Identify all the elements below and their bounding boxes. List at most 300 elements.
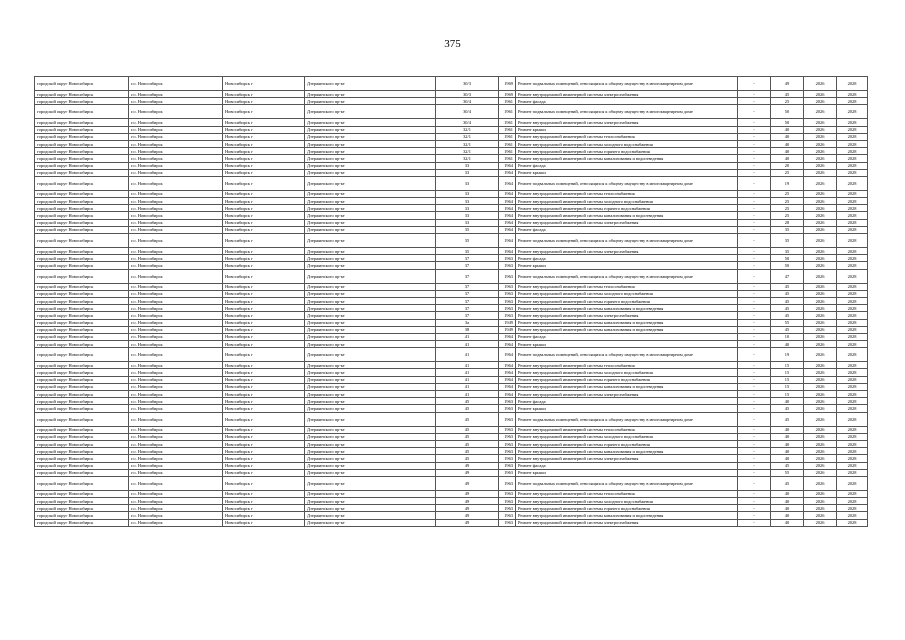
city-cell: Новосибирск г — [223, 98, 305, 105]
build-year-cell: 1963 — [499, 312, 516, 319]
district-cell: г.о. Новосибирск — [129, 148, 223, 155]
start-year-cell: 2026 — [804, 91, 837, 98]
value-cell: 40 — [771, 512, 804, 519]
build-year-cell: 1963 — [499, 433, 516, 440]
build-year-cell: 1964 — [499, 226, 516, 233]
city-cell: Новосибирск г — [223, 91, 305, 98]
table-row — [35, 433, 868, 440]
start-year-cell: 2026 — [804, 205, 837, 212]
work-type-cell: Ремонт подвальных помещений, относящихся к общему имуществу в многоквартирном доме — [516, 348, 738, 362]
district-cell: г.о. Новосибирск — [129, 326, 223, 333]
district-cell: г.о. Новосибирск — [129, 505, 223, 512]
start-year-cell: 2026 — [804, 105, 837, 119]
table-row — [35, 369, 868, 376]
house-number-cell: 33 — [436, 162, 499, 169]
work-type-cell: Ремонт внутридомовой инженерной системы холодного водоснабжения — [516, 433, 738, 440]
street-cell: Дзержинского пр-кт — [305, 462, 436, 469]
house-number-cell: 32/1 — [436, 155, 499, 162]
start-year-cell: 2026 — [804, 426, 837, 433]
end-year-cell: 2028 — [837, 248, 868, 255]
value-cell: 45 — [771, 326, 804, 333]
value-cell: 25 — [771, 190, 804, 197]
city-cell: Новосибирск г — [223, 376, 305, 383]
street-cell: Дзержинского пр-кт — [305, 362, 436, 369]
end-year-cell: 2028 — [837, 333, 868, 340]
street-cell: Дзержинского пр-кт — [305, 176, 436, 190]
dash-cell: - — [738, 105, 771, 119]
work-type-cell: Ремонт фасада — [516, 462, 738, 469]
build-year-cell: 1963 — [499, 412, 516, 426]
table-row — [35, 462, 868, 469]
municipality-cell: городской округ Новосибирск — [35, 341, 129, 348]
table-row — [35, 448, 868, 455]
value-cell: 15 — [771, 376, 804, 383]
street-cell: Дзержинского пр-кт — [305, 155, 436, 162]
value-cell: 15 — [771, 391, 804, 398]
district-cell: г.о. Новосибирск — [129, 440, 223, 447]
build-year-cell: 1963 — [499, 440, 516, 447]
work-type-cell: Ремонт внутридомовой инженерной системы теплоснабжения — [516, 490, 738, 497]
table-row — [35, 169, 868, 176]
dash-cell: - — [738, 190, 771, 197]
start-year-cell: 2026 — [804, 326, 837, 333]
municipality-cell: городской округ Новосибирск — [35, 148, 129, 155]
street-cell: Дзержинского пр-кт — [305, 505, 436, 512]
value-cell: 45 — [771, 305, 804, 312]
end-year-cell: 2028 — [837, 362, 868, 369]
house-number-cell: 37 — [436, 305, 499, 312]
work-type-cell: Ремонт внутридомовой инженерной системы холодного водоснабжения — [516, 369, 738, 376]
house-number-cell: 41 — [436, 348, 499, 362]
city-cell: Новосибирск г — [223, 455, 305, 462]
city-cell: Новосибирск г — [223, 440, 305, 447]
city-cell: Новосибирск г — [223, 226, 305, 233]
table-body — [35, 77, 868, 527]
end-year-cell: 2028 — [837, 234, 868, 248]
work-type-cell: Ремонт внутридомовой инженерной системы канализования и водоотведения — [516, 512, 738, 519]
end-year-cell: 2028 — [837, 398, 868, 405]
district-cell: г.о. Новосибирск — [129, 290, 223, 297]
end-year-cell: 2028 — [837, 212, 868, 219]
house-number-cell: 49 — [436, 490, 499, 497]
dash-cell: - — [738, 383, 771, 390]
build-year-cell: 1961 — [499, 119, 516, 126]
district-cell: г.о. Новосибирск — [129, 448, 223, 455]
build-year-cell: 1964 — [499, 376, 516, 383]
end-year-cell: 2028 — [837, 155, 868, 162]
dash-cell: - — [738, 162, 771, 169]
start-year-cell: 2026 — [804, 341, 837, 348]
end-year-cell: 2028 — [837, 297, 868, 304]
value-cell: 40 — [771, 433, 804, 440]
municipality-cell: городской округ Новосибирск — [35, 512, 129, 519]
work-type-cell: Ремонт подвальных помещений, относящихся к общему имуществу в многоквартирном доме — [516, 269, 738, 283]
build-year-cell: 1964 — [499, 219, 516, 226]
district-cell: г.о. Новосибирск — [129, 362, 223, 369]
dash-cell: - — [738, 519, 771, 526]
value-cell: 19 — [771, 176, 804, 190]
start-year-cell: 2026 — [804, 369, 837, 376]
dash-cell: - — [738, 490, 771, 497]
end-year-cell: 2028 — [837, 105, 868, 119]
district-cell: г.о. Новосибирск — [129, 319, 223, 326]
end-year-cell: 2028 — [837, 462, 868, 469]
work-type-cell: Ремонт внутридомовой инженерной системы канализования и водоотведения — [516, 155, 738, 162]
house-number-cell: 41 — [436, 333, 499, 340]
end-year-cell: 2028 — [837, 383, 868, 390]
district-cell: г.о. Новосибирск — [129, 162, 223, 169]
municipality-cell: городской округ Новосибирск — [35, 519, 129, 526]
municipality-cell: городской округ Новосибирск — [35, 490, 129, 497]
end-year-cell: 2028 — [837, 433, 868, 440]
work-type-cell: Ремонт внутридомовой инженерной системы холодного водоснабжения — [516, 498, 738, 505]
district-cell: г.о. Новосибирск — [129, 212, 223, 219]
municipality-cell: городской округ Новосибирск — [35, 269, 129, 283]
build-year-cell: 1969 — [499, 77, 516, 91]
build-year-cell: 1949 — [499, 326, 516, 333]
city-cell: Новосибирск г — [223, 469, 305, 476]
start-year-cell: 2026 — [804, 262, 837, 269]
table-row — [35, 91, 868, 98]
dash-cell: - — [738, 412, 771, 426]
start-year-cell: 2026 — [804, 98, 837, 105]
house-number-cell: 30/4 — [436, 105, 499, 119]
city-cell: Новосибирск г — [223, 133, 305, 140]
build-year-cell: 1964 — [499, 205, 516, 212]
house-number-cell: 49 — [436, 462, 499, 469]
municipality-cell: городской округ Новосибирск — [35, 505, 129, 512]
city-cell: Новосибирск г — [223, 319, 305, 326]
end-year-cell: 2028 — [837, 426, 868, 433]
city-cell: Новосибирск г — [223, 77, 305, 91]
value-cell: 15 — [771, 383, 804, 390]
build-year-cell: 1963 — [499, 405, 516, 412]
work-type-cell: Ремонт внутридомовой инженерной системы канализования и водоотведения — [516, 383, 738, 390]
value-cell: 40 — [771, 133, 804, 140]
city-cell: Новосибирск г — [223, 155, 305, 162]
house-number-cell: 49 — [436, 476, 499, 490]
build-year-cell: 1963 — [499, 498, 516, 505]
house-number-cell: 30/3 — [436, 91, 499, 98]
end-year-cell: 2028 — [837, 376, 868, 383]
municipality-cell: городской округ Новосибирск — [35, 98, 129, 105]
table-row — [35, 455, 868, 462]
build-year-cell: 1961 — [499, 105, 516, 119]
municipality-cell: городской округ Новосибирск — [35, 383, 129, 390]
city-cell: Новосибирск г — [223, 283, 305, 290]
city-cell: Новосибирск г — [223, 212, 305, 219]
street-cell: Дзержинского пр-кт — [305, 283, 436, 290]
table-row — [35, 262, 868, 269]
end-year-cell: 2028 — [837, 469, 868, 476]
value-cell: 45 — [771, 412, 804, 426]
city-cell: Новосибирск г — [223, 148, 305, 155]
build-year-cell: 1961 — [499, 155, 516, 162]
work-type-cell: Ремонт крыши — [516, 405, 738, 412]
municipality-cell: городской округ Новосибирск — [35, 105, 129, 119]
house-number-cell: 32/1 — [436, 140, 499, 147]
build-year-cell: 1964 — [499, 162, 516, 169]
municipality-cell: городской округ Новосибирск — [35, 462, 129, 469]
district-cell: г.о. Новосибирск — [129, 391, 223, 398]
street-cell: Дзержинского пр-кт — [305, 212, 436, 219]
city-cell: Новосибирск г — [223, 326, 305, 333]
house-number-cell: 30/4 — [436, 98, 499, 105]
start-year-cell: 2026 — [804, 476, 837, 490]
dash-cell: - — [738, 440, 771, 447]
district-cell: г.о. Новосибирск — [129, 469, 223, 476]
street-cell: Дзержинского пр-кт — [305, 476, 436, 490]
value-cell: 50 — [771, 119, 804, 126]
street-cell: Дзержинского пр-кт — [305, 512, 436, 519]
dash-cell: - — [738, 219, 771, 226]
value-cell: 50 — [771, 262, 804, 269]
house-number-cell: 37 — [436, 269, 499, 283]
municipality-cell: городской округ Новосибирск — [35, 297, 129, 304]
house-number-cell: 37 — [436, 255, 499, 262]
municipality-cell: городской округ Новосибирск — [35, 312, 129, 319]
district-cell: г.о. Новосибирск — [129, 119, 223, 126]
city-cell: Новосибирск г — [223, 341, 305, 348]
house-number-cell: 3а — [436, 319, 499, 326]
value-cell: 40 — [771, 126, 804, 133]
municipality-cell: городской округ Новосибирск — [35, 119, 129, 126]
municipality-cell: городской округ Новосибирск — [35, 333, 129, 340]
start-year-cell: 2026 — [804, 126, 837, 133]
city-cell: Новосибирск г — [223, 255, 305, 262]
street-cell: Дзержинского пр-кт — [305, 455, 436, 462]
dash-cell: - — [738, 376, 771, 383]
build-year-cell: 1963 — [499, 448, 516, 455]
end-year-cell: 2028 — [837, 262, 868, 269]
repair-schedule-table — [34, 76, 868, 527]
street-cell: Дзержинского пр-кт — [305, 412, 436, 426]
street-cell: Дзержинского пр-кт — [305, 290, 436, 297]
house-number-cell: 30/3 — [436, 77, 499, 91]
value-cell: 40 — [771, 140, 804, 147]
work-type-cell: Ремонт фасада — [516, 98, 738, 105]
street-cell: Дзержинского пр-кт — [305, 148, 436, 155]
dash-cell: - — [738, 198, 771, 205]
work-type-cell: Ремонт внутридомовой инженерной системы канализования и водоотведения — [516, 212, 738, 219]
end-year-cell: 2028 — [837, 255, 868, 262]
district-cell: г.о. Новосибирск — [129, 140, 223, 147]
dash-cell: - — [738, 283, 771, 290]
city-cell: Новосибирск г — [223, 398, 305, 405]
district-cell: г.о. Новосибирск — [129, 512, 223, 519]
work-type-cell: Ремонт внутридомовой инженерной системы теплоснабжения — [516, 133, 738, 140]
value-cell: 40 — [771, 490, 804, 497]
start-year-cell: 2026 — [804, 383, 837, 390]
value-cell: 40 — [771, 398, 804, 405]
dash-cell: - — [738, 398, 771, 405]
dash-cell: - — [738, 205, 771, 212]
city-cell: Новосибирск г — [223, 383, 305, 390]
street-cell: Дзержинского пр-кт — [305, 126, 436, 133]
value-cell: 50 — [771, 255, 804, 262]
table-row — [35, 98, 868, 105]
build-year-cell: 1964 — [499, 348, 516, 362]
street-cell: Дзержинского пр-кт — [305, 262, 436, 269]
street-cell: Дзержинского пр-кт — [305, 498, 436, 505]
city-cell: Новосибирск г — [223, 190, 305, 197]
work-type-cell: Ремонт внутридомовой инженерной системы холодного водоснабжения — [516, 198, 738, 205]
district-cell: г.о. Новосибирск — [129, 98, 223, 105]
district-cell: г.о. Новосибирск — [129, 226, 223, 233]
end-year-cell: 2028 — [837, 119, 868, 126]
build-year-cell: 1963 — [499, 290, 516, 297]
municipality-cell: городской округ Новосибирск — [35, 226, 129, 233]
value-cell: 25 — [771, 198, 804, 205]
city-cell: Новосибирск г — [223, 119, 305, 126]
municipality-cell: городской округ Новосибирск — [35, 412, 129, 426]
municipality-cell: городской округ Новосибирск — [35, 91, 129, 98]
house-number-cell: 33 — [436, 169, 499, 176]
work-type-cell: Ремонт внутридомовой инженерной системы электроснабжения — [516, 119, 738, 126]
end-year-cell: 2028 — [837, 77, 868, 91]
street-cell: Дзержинского пр-кт — [305, 448, 436, 455]
district-cell: г.о. Новосибирск — [129, 369, 223, 376]
build-year-cell: 1964 — [499, 383, 516, 390]
municipality-cell: городской округ Новосибирск — [35, 140, 129, 147]
municipality-cell: городской округ Новосибирск — [35, 391, 129, 398]
build-year-cell: 1964 — [499, 248, 516, 255]
table-row — [35, 226, 868, 233]
street-cell: Дзержинского пр-кт — [305, 226, 436, 233]
build-year-cell: 1961 — [499, 126, 516, 133]
street-cell: Дзержинского пр-кт — [305, 255, 436, 262]
start-year-cell: 2026 — [804, 162, 837, 169]
value-cell: 40 — [771, 455, 804, 462]
municipality-cell: городской округ Новосибирск — [35, 476, 129, 490]
dash-cell: - — [738, 155, 771, 162]
work-type-cell: Ремонт внутридомовой инженерной системы горячего водоснабжения — [516, 505, 738, 512]
table-row — [35, 398, 868, 405]
table-row — [35, 376, 868, 383]
district-cell: г.о. Новосибирск — [129, 305, 223, 312]
street-cell: Дзержинского пр-кт — [305, 312, 436, 319]
table-row — [35, 490, 868, 497]
street-cell: Дзержинского пр-кт — [305, 269, 436, 283]
start-year-cell: 2026 — [804, 376, 837, 383]
start-year-cell: 2026 — [804, 140, 837, 147]
district-cell: г.о. Новосибирск — [129, 234, 223, 248]
value-cell: 50 — [771, 105, 804, 119]
value-cell: 45 — [771, 283, 804, 290]
district-cell: г.о. Новосибирск — [129, 412, 223, 426]
start-year-cell: 2026 — [804, 405, 837, 412]
municipality-cell: городской округ Новосибирск — [35, 255, 129, 262]
street-cell: Дзержинского пр-кт — [305, 398, 436, 405]
city-cell: Новосибирск г — [223, 305, 305, 312]
value-cell: 10 — [771, 333, 804, 340]
end-year-cell: 2028 — [837, 440, 868, 447]
district-cell: г.о. Новосибирск — [129, 398, 223, 405]
build-year-cell: 1963 — [499, 398, 516, 405]
city-cell: Новосибирск г — [223, 348, 305, 362]
street-cell: Дзержинского пр-кт — [305, 490, 436, 497]
city-cell: Новосибирск г — [223, 262, 305, 269]
end-year-cell: 2028 — [837, 126, 868, 133]
table-row — [35, 498, 868, 505]
municipality-cell: городской округ Новосибирск — [35, 262, 129, 269]
start-year-cell: 2026 — [804, 462, 837, 469]
table-row — [35, 519, 868, 526]
work-type-cell: Ремонт внутридомовой инженерной системы горячего водоснабжения — [516, 297, 738, 304]
start-year-cell: 2026 — [804, 248, 837, 255]
city-cell: Новосибирск г — [223, 205, 305, 212]
start-year-cell: 2026 — [804, 119, 837, 126]
work-type-cell: Ремонт подвальных помещений, относящихся к общему имуществу в многоквартирном доме — [516, 176, 738, 190]
table-row — [35, 383, 868, 390]
district-cell: г.о. Новосибирск — [129, 190, 223, 197]
work-type-cell: Ремонт крыши — [516, 341, 738, 348]
street-cell: Дзержинского пр-кт — [305, 333, 436, 340]
build-year-cell: 1964 — [499, 190, 516, 197]
house-number-cell: 45 — [436, 440, 499, 447]
table-row — [35, 405, 868, 412]
work-type-cell: Ремонт подвальных помещений, относящихся к общему имуществу в многоквартирном доме — [516, 105, 738, 119]
build-year-cell: 1963 — [499, 305, 516, 312]
start-year-cell: 2026 — [804, 290, 837, 297]
house-number-cell: 38 — [436, 326, 499, 333]
city-cell: Новосибирск г — [223, 362, 305, 369]
table-row — [35, 512, 868, 519]
district-cell: г.о. Новосибирск — [129, 383, 223, 390]
house-number-cell: 33 — [436, 219, 499, 226]
house-number-cell: 30/4 — [436, 119, 499, 126]
district-cell: г.о. Новосибирск — [129, 433, 223, 440]
district-cell: г.о. Новосибирск — [129, 426, 223, 433]
end-year-cell: 2028 — [837, 490, 868, 497]
value-cell: 35 — [771, 226, 804, 233]
table-row — [35, 348, 868, 362]
city-cell: Новосибирск г — [223, 433, 305, 440]
dash-cell: - — [738, 448, 771, 455]
value-cell: 45 — [771, 312, 804, 319]
end-year-cell: 2028 — [837, 391, 868, 398]
work-type-cell: Ремонт крыши — [516, 126, 738, 133]
street-cell: Дзержинского пр-кт — [305, 248, 436, 255]
dash-cell: - — [738, 140, 771, 147]
build-year-cell: 1963 — [499, 455, 516, 462]
work-type-cell: Ремонт внутридомовой инженерной системы электроснабжения — [516, 455, 738, 462]
end-year-cell: 2028 — [837, 283, 868, 290]
district-cell: г.о. Новосибирск — [129, 283, 223, 290]
dash-cell: - — [738, 469, 771, 476]
end-year-cell: 2028 — [837, 348, 868, 362]
house-number-cell: 41 — [436, 391, 499, 398]
start-year-cell: 2026 — [804, 448, 837, 455]
dash-cell: - — [738, 319, 771, 326]
table-row — [35, 133, 868, 140]
house-number-cell: 33 — [436, 212, 499, 219]
house-number-cell: 37 — [436, 297, 499, 304]
build-year-cell: 1963 — [499, 269, 516, 283]
end-year-cell: 2028 — [837, 512, 868, 519]
district-cell: г.о. Новосибирск — [129, 262, 223, 269]
value-cell: 40 — [771, 519, 804, 526]
start-year-cell: 2026 — [804, 519, 837, 526]
house-number-cell: 45 — [436, 405, 499, 412]
street-cell: Дзержинского пр-кт — [305, 105, 436, 119]
value-cell: 25 — [771, 205, 804, 212]
build-year-cell: 1963 — [499, 505, 516, 512]
value-cell: 40 — [771, 505, 804, 512]
city-cell: Новосибирск г — [223, 426, 305, 433]
dash-cell: - — [738, 77, 771, 91]
dash-cell: - — [738, 391, 771, 398]
